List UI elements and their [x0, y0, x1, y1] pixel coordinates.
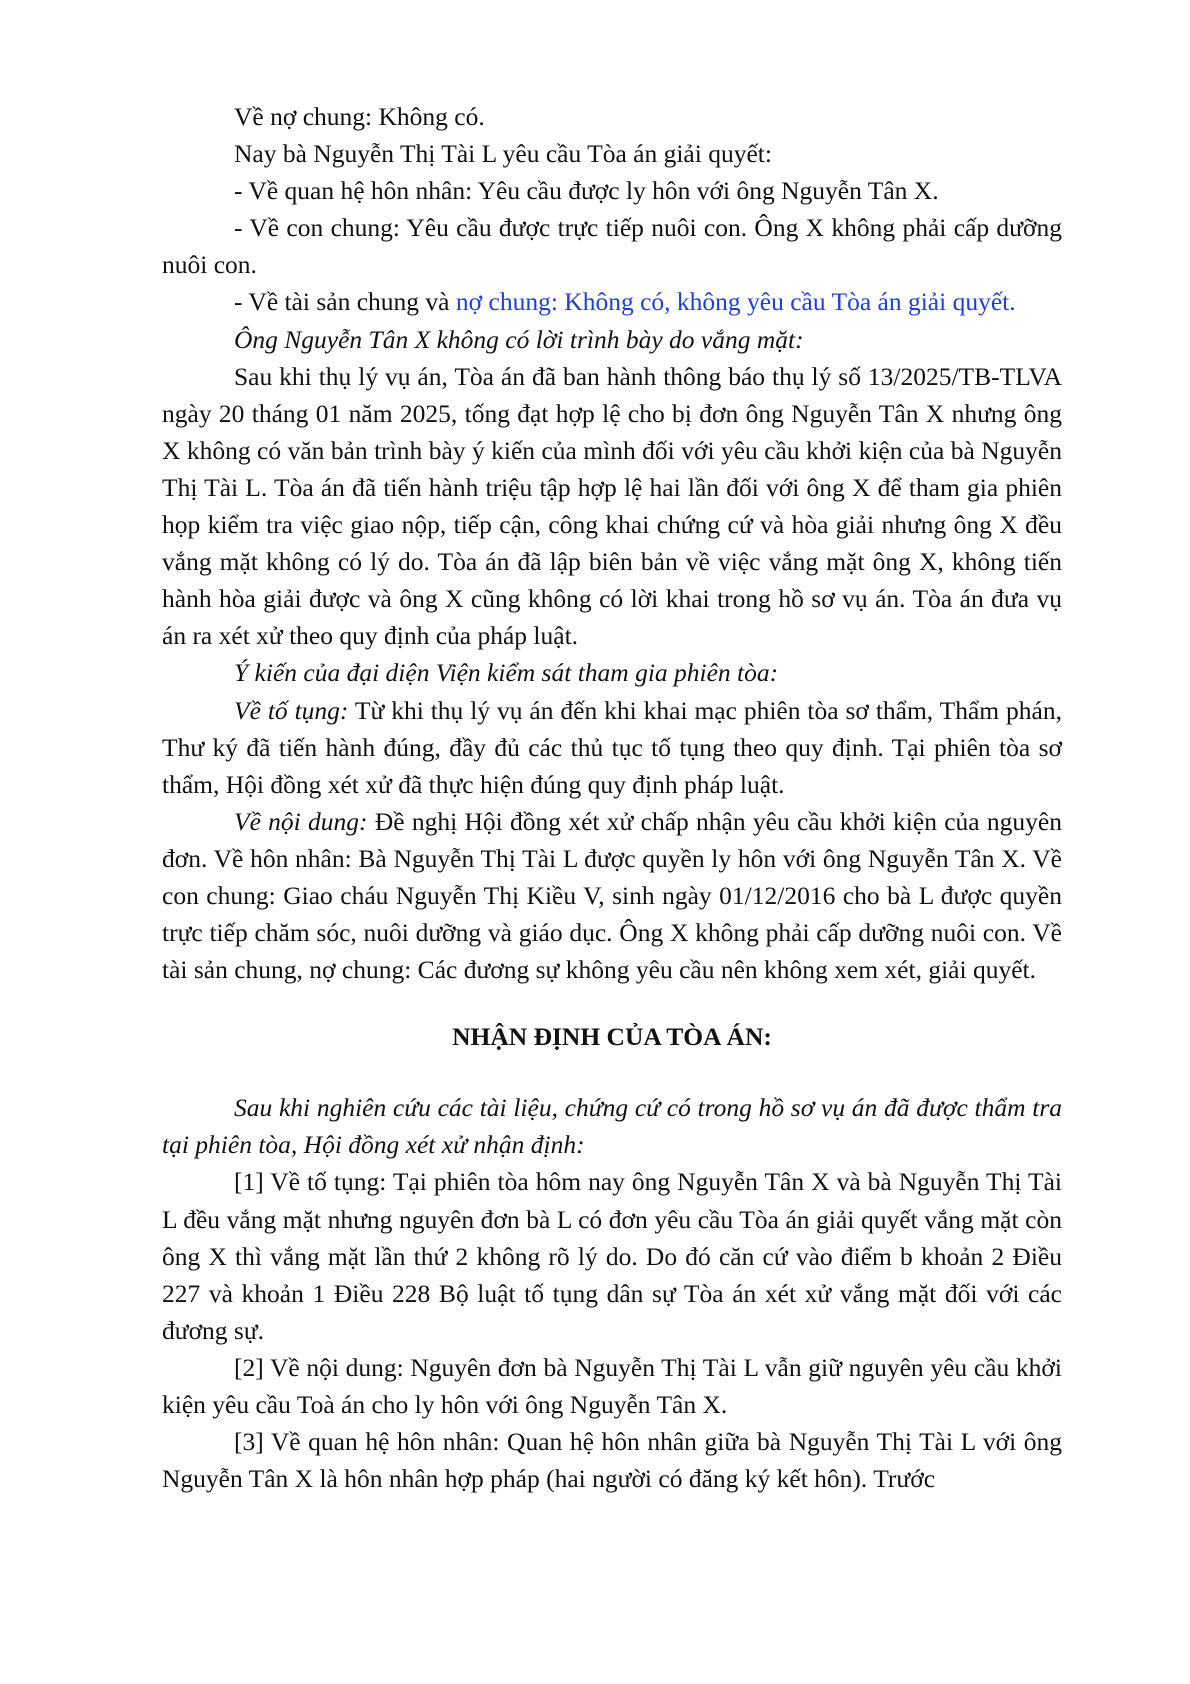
paragraph-defendant-absence: Sau khi thụ lý vụ án, Tòa án đã ban hành thông báo thụ lý số 13/2025/TB-TLVA ngày 20 tháng 01 năm 2025, tống đạt hợp lệ cho bị đơn ông Nguyễn Tân X nhưng ông X không có văn bản trình bày ý kiến của mình đối với yêu cầu khởi kiện của bà Nguyễn Thị Tài L. Tòa án đã tiến hành triệu tập hợp lệ hai lần đối với ông X để tham gia phiên họp kiểm tra việc giao nộp, tiếp cận, công khai chứng cứ và hòa giải nhưng ông X đều vắng mặt không có lý do. Tòa án đã lập biên bản về việc vắng mặt ông X, không tiến hành hòa giải được và ông X cũng không có lời khai trong hồ sơ vụ án. Tòa án đưa vụ án ra xét xử theo quy định của pháp luật. [162, 361, 1062, 651]
paragraph-marriage-request: - Về quan hệ hôn nhân: Yêu cầu được ly hôn với ông Nguyễn Tân X. [234, 176, 939, 206]
paragraph-defendant-heading: Ông Nguyễn Tân X không có lời trình bày do vắng mặt: [234, 324, 804, 354]
paragraph-finding-1: [1] Về tố tụng: Tại phiên tòa hôm nay ông Nguyễn Tân X và bà Nguyễn Thị Tài L đều vắng mặt nhưng nguyên đơn bà L có đơn yêu cầu Tòa án giải quyết vắng mặt còn ông X thì vắng mặt lần thứ 2 không rõ lý do. Do đó căn cứ vào điểm b khoản 2 Điều 227 và khoản 1 Điều 228 Bộ luật tố tụng dân sự Tòa án xét xử vắng mặt đối với các đương sự. [162, 1167, 1062, 1345]
property-request-highlight: nợ chung: Không có, không yêu cầu Tòa án giải quyết. [455, 287, 1016, 317]
paragraph-procedure-opinion [162, 692, 1062, 803]
document-page [162, 98, 1062, 1497]
paragraph-court-findings-intro: Sau khi nghiên cứu các tài liệu, chứng cứ có trong hồ sơ vụ án đã được thẩm tra tại phiên tòa, Hội đồng xét xử nhận định: [162, 1093, 1062, 1160]
paragraph-content-opinion [162, 803, 1062, 988]
paragraph-procuracy-heading: Ý kiến của đại diện Viện kiểm sát tham gia phiên tòa: [234, 658, 779, 688]
procedure-label: Về tố tụng: [234, 695, 349, 725]
paragraph-finding-2: [2] Về nội dung: Nguyên đơn bà Nguyễn Thị Tài L vẫn giữ nguyên yêu cầu khởi kiện yêu cầu Toà án cho ly hôn với ông Nguyễn Tân X. [162, 1352, 1062, 1419]
paragraph-property-request [162, 283, 1062, 320]
property-request-text: - Về tài sản chung và [234, 287, 456, 317]
content-label: Về nội dung: [234, 806, 368, 836]
paragraph-request-intro: Nay bà Nguyễn Thị Tài L yêu cầu Tòa án giải quyết: [234, 139, 772, 169]
content-text: Đề nghị Hội đồng xét xử chấp nhận yêu cầu khởi kiện của nguyên đơn. Về hôn nhân: Bà Nguyễn Thị Tài L được quyền ly hôn với ông Nguyễn Tân X. Về con chung: Giao cháu Nguyễn Thị Kiều V, sinh ngày 01/12/2016 cho bà L được quyền trực tiếp chăm sóc, nuôi dưỡng và giáo dục. Ông X không phải cấp dưỡng nuôi con. Về tài sản chung, nợ chung: Các đương sự không yêu cầu nên không xem xét, giải quyết. [162, 806, 1062, 985]
paragraph-common-debt: Về nợ chung: Không có. [234, 102, 485, 131]
paragraph-child-request: - Về con chung: Yêu cầu được trực tiếp nuôi con. Ông X không phải cấp dưỡng nuôi con. [162, 213, 1062, 280]
paragraph-finding-3: [3] Về quan hệ hôn nhân: Quan hệ hôn nhân giữa bà Nguyễn Thị Tài L với ông Nguyễn Tân X là hôn nhân hợp pháp (hai người có đăng ký kết hôn). Trước [162, 1427, 1062, 1494]
section-heading: NHẬN ĐỊNH CỦA TÒA ÁN: [452, 1022, 772, 1052]
procedure-text: Từ khi thụ lý vụ án đến khi khai mạc phiên tòa sơ thẩm, Thẩm phán, Thư ký đã tiến hành đúng, đầy đủ các thủ tục tố tụng theo quy định. Tại phiên tòa sơ thẩm, Hội đồng xét xử đã thực hiện đúng quy định pháp luật. [162, 695, 1062, 799]
